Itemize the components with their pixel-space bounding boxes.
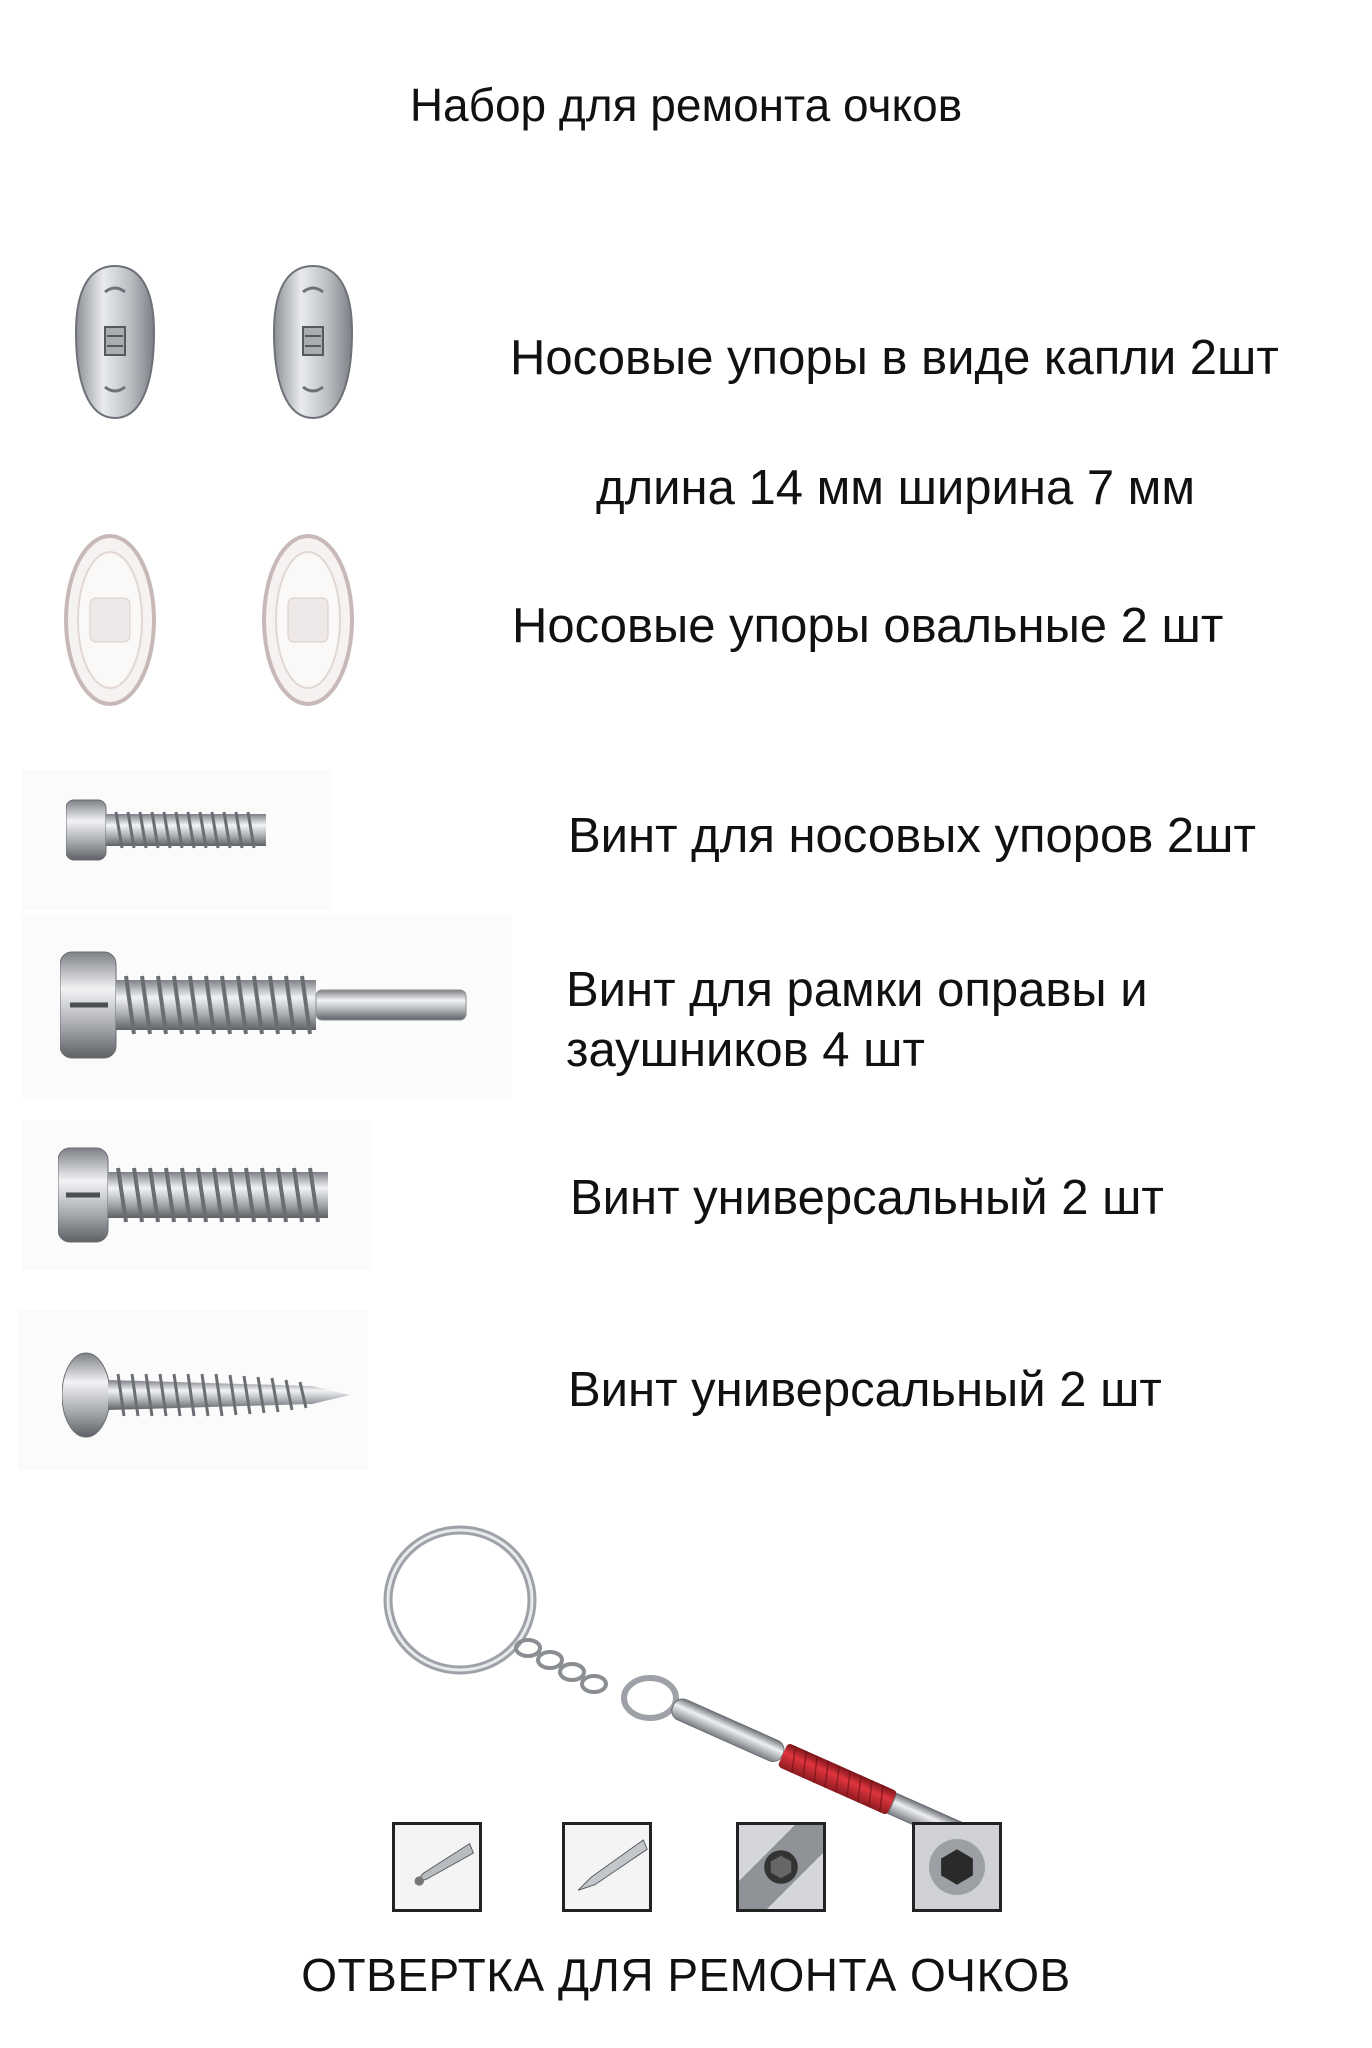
item-label: Носовые упоры овальные 2 шт <box>512 599 1224 653</box>
item-label: Носовые упоры в виде капли 2шт <box>510 331 1279 385</box>
item-label: Винт универсальный 2 шт <box>570 1171 1164 1225</box>
item-label: Винт для носовых упоров 2шт <box>568 809 1256 863</box>
item-dimensions: длина 14 мм ширина 7 мм <box>596 461 1196 515</box>
phillips-tip-icon <box>392 1822 482 1912</box>
hex-socket-tip-icon <box>912 1822 1002 1912</box>
item-label: Винт для рамки оправы и заушников 4 шт <box>566 963 1148 1077</box>
screwdriver-caption: ОТВЕРТКА ДЛЯ РЕМОНТА ОЧКОВ <box>301 1949 1071 2001</box>
socket-tip-icon <box>736 1822 826 1912</box>
screw-icon <box>58 1140 338 1250</box>
flat-tip-icon <box>562 1822 652 1912</box>
screw-icon <box>60 940 490 1070</box>
oval-nose-pad-icon <box>60 530 160 710</box>
screw-icon <box>66 790 276 870</box>
teardrop-nose-pad-icon <box>268 262 358 422</box>
keychain-screwdriver-icon <box>380 1520 1020 1840</box>
teardrop-nose-pad-icon <box>70 262 160 422</box>
item-label: Винт универсальный 2 шт <box>568 1363 1162 1417</box>
page-title: Набор для ремонта очков <box>409 79 963 131</box>
oval-nose-pad-icon <box>258 530 358 710</box>
screw-icon <box>62 1350 352 1440</box>
